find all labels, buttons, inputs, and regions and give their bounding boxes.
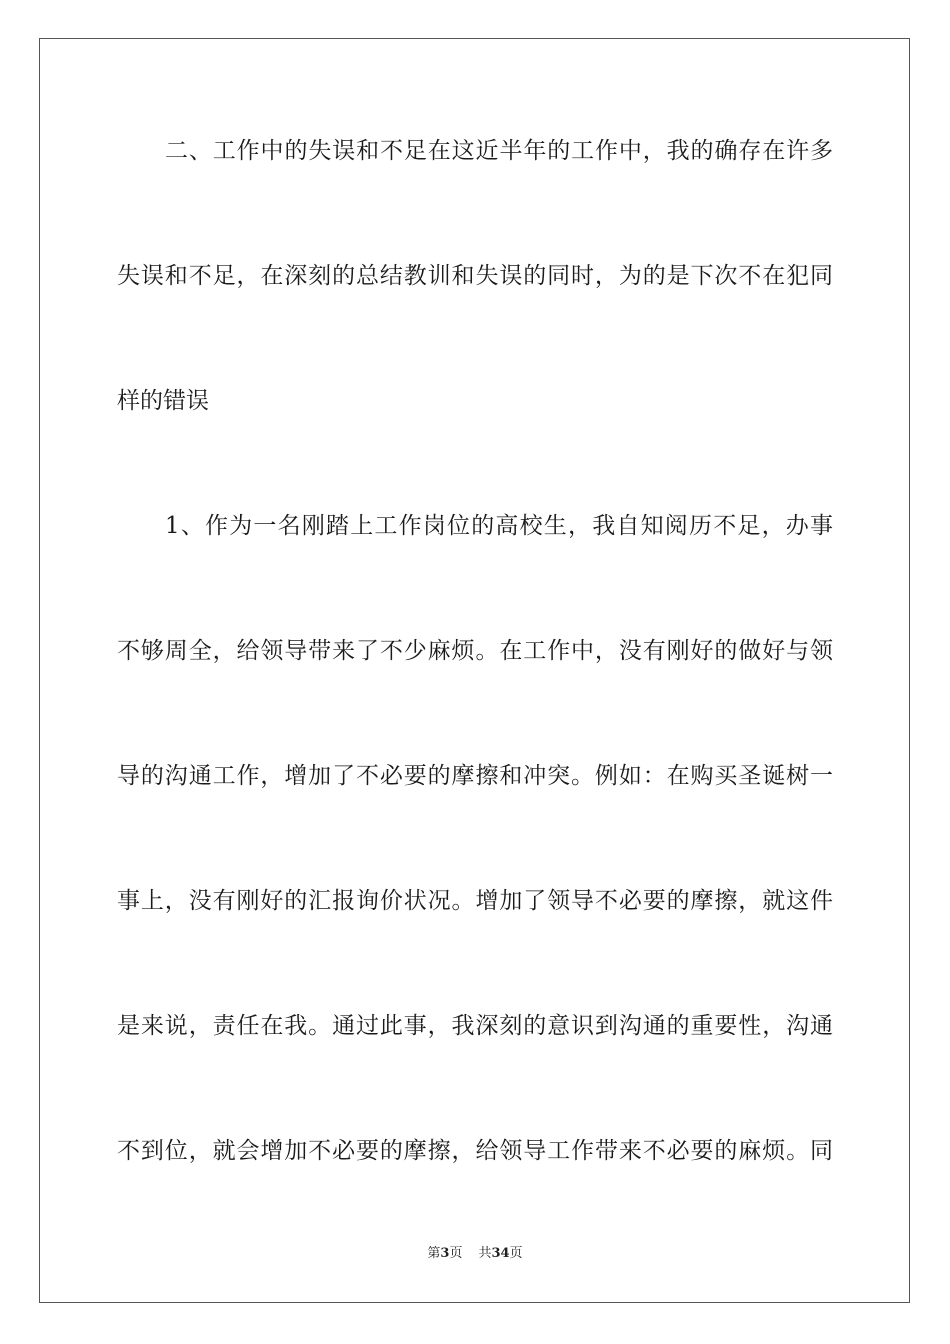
total-suffix: 页 — [509, 1246, 523, 1261]
paragraph-line: 二、工作中的失误和不足在这近半年的工作中，我的确存在许多 — [165, 138, 833, 164]
page-suffix: 页 — [449, 1246, 463, 1261]
paragraph-line: 样的错误 — [117, 388, 209, 414]
paragraph-line: 不够周全，给领导带来了不少麻烦。在工作中，没有刚好的做好与领 — [117, 638, 833, 664]
paragraph-line: 失误和不足，在深刻的总结教训和失误的同时，为的是下次不在犯同 — [117, 263, 833, 289]
paragraph-line: 导的沟通工作，增加了不必要的摩擦和冲突。例如：在购买圣诞树一 — [117, 763, 833, 789]
paragraph-line: 是来说，责任在我。通过此事，我深刻的意识到沟通的重要性，沟通 — [117, 1013, 833, 1039]
page-prefix: 第 — [427, 1246, 441, 1261]
page-number: 3 — [440, 1246, 450, 1261]
page-footer — [0, 1245, 950, 1263]
total-pages: 34 — [491, 1246, 510, 1261]
paragraph-line: 事上，没有刚好的汇报询价状况。增加了领导不必要的摩擦，就这件 — [117, 888, 833, 914]
paragraph-line: 1、作为一名刚踏上工作岗位的高校生，我自知阅历不足，办事 — [165, 513, 833, 539]
page-border — [39, 38, 910, 1303]
total-prefix: 共 — [478, 1246, 492, 1261]
paragraph-line: 不到位，就会增加不必要的摩擦，给领导工作带来不必要的麻烦。同 — [117, 1138, 833, 1164]
